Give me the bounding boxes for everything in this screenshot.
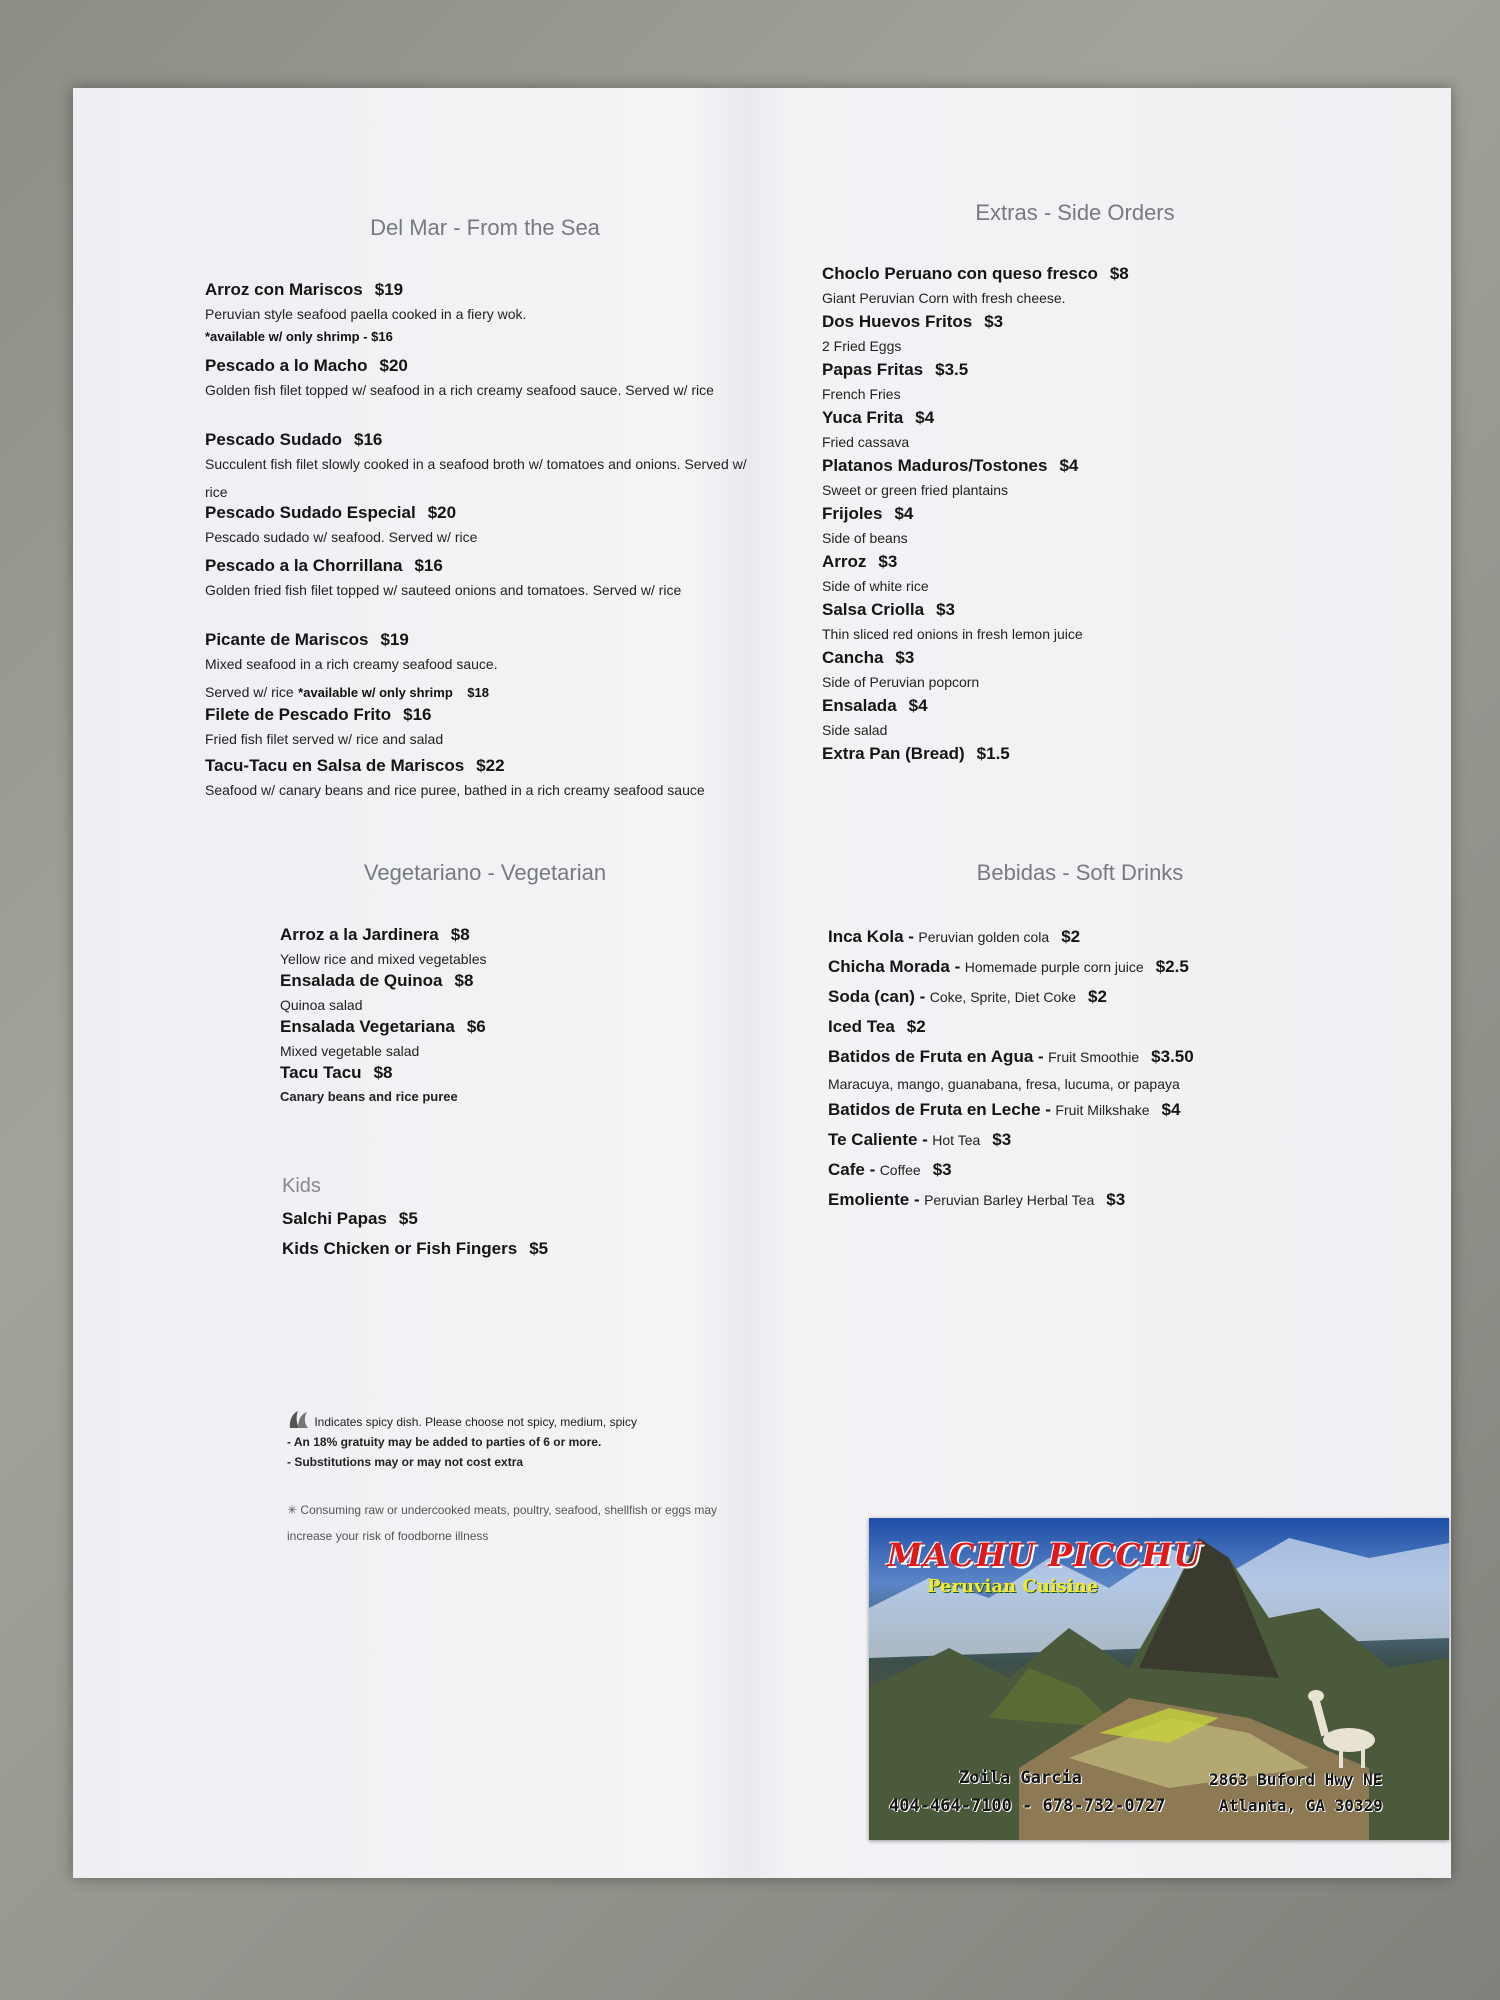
section-title: Vegetariano - Vegetarian (363, 860, 607, 885)
item-desc: Canary beans and rice puree (280, 1089, 458, 1104)
item-desc: Thin sliced red onions in fresh lemon juice (822, 626, 1083, 642)
drink-item (828, 1187, 1428, 1214)
gratuity-text: - An 18% gratuity may be added to parties of 6 or more. (287, 1435, 602, 1449)
item-price: $3 (936, 600, 955, 619)
item-desc: Quinoa salad (280, 997, 363, 1013)
item-desc: Peruvian style seafood paella cooked in a fiery wok. (205, 306, 527, 322)
del-mar-items-8 (205, 756, 765, 804)
menu-item (205, 556, 765, 604)
drink-price: $3 (932, 1160, 952, 1179)
substitutions-note (287, 1452, 847, 1472)
menu-item (280, 1063, 840, 1111)
item-desc: Giant Peruvian Corn with fresh cheese. (822, 290, 1066, 306)
item-name: Salchi Papas (282, 1209, 387, 1228)
item-name: Ensalada de Quinoa (280, 971, 443, 990)
item-name: Frijoles (822, 504, 883, 523)
drink-name: Batidos de Fruta en Agua - (828, 1047, 1044, 1066)
section-bebidas (855, 860, 1305, 886)
drink-desc: Fruit Smoothie (1048, 1049, 1140, 1065)
item-desc: Side of beans (822, 530, 908, 546)
drink-item (828, 984, 1428, 1011)
item-price: $16 (353, 430, 383, 449)
item-name: Platanos Maduros/Tostones (822, 456, 1048, 475)
drink-price: $3 (1106, 1190, 1126, 1209)
section-extras (850, 200, 1300, 226)
menu-item (282, 1206, 842, 1233)
card-owner: Zoila Garcia (959, 1768, 1082, 1788)
item-desc: Pescado sudado w/ seafood. Served w/ rice (205, 529, 478, 545)
section-title: Bebidas - Soft Drinks (976, 860, 1184, 885)
raw-warning-line-1: Consuming raw or undercooked meats, poultry, seafood, shellfish or eggs may (300, 1503, 718, 1517)
item-price: $19 (380, 630, 409, 649)
item-name: Arroz con Mariscos (205, 280, 363, 299)
item-desc: Seafood w/ canary beans and rice puree, bathed in a rich creamy seafood sauce (205, 782, 705, 798)
card-city: Atlanta, GA 30329 (1219, 1796, 1383, 1815)
item-price: $22 (476, 756, 505, 775)
menu-item (280, 925, 840, 973)
item-price: $4 (915, 408, 935, 427)
drink-desc: Fruit Milkshake (1055, 1102, 1150, 1118)
item-name: Arroz a la Jardinera (280, 925, 439, 944)
card-phones: 404-464-7100 - 678-732-0727 (889, 1796, 1166, 1816)
item-note-price: $18 (467, 685, 489, 700)
item-price: $16 (414, 556, 443, 575)
section-del-mar (205, 215, 765, 241)
item-price: $8 (454, 971, 474, 990)
item-name: Ensalada (822, 696, 897, 715)
item-desc: Fried cassava (822, 434, 910, 450)
item-name: Kids Chicken or Fish Fingers (282, 1239, 518, 1258)
extras-items (822, 264, 1342, 764)
spicy-note (287, 1408, 847, 1432)
item-desc: Sweet or green fried plantains (822, 482, 1008, 498)
drink-price: $2 (1061, 927, 1081, 946)
item-price: $3 (984, 312, 1004, 331)
drink-price: $4 (1161, 1100, 1181, 1119)
del-mar-items-6 (205, 630, 765, 706)
item-name: Pescado Sudado (205, 430, 342, 449)
item-name: Pescado Sudado Especial (205, 503, 416, 522)
item-price: $3.5 (935, 360, 969, 379)
item-desc: Fried fish filet served w/ rice and salad (205, 731, 444, 747)
drink-name: Batidos de Fruta en Leche - (828, 1100, 1051, 1119)
item-desc: 2 Fried Eggs (822, 338, 902, 354)
vegetariano-items (280, 925, 840, 1111)
menu-item (205, 756, 765, 804)
item-price: $4 (1059, 456, 1079, 475)
item-price: $16 (403, 705, 432, 724)
menu-item (822, 696, 1342, 744)
del-mar-items-4 (205, 503, 765, 551)
item-price: $6 (466, 1017, 486, 1036)
drink-name: Inca Kola - (828, 927, 914, 946)
drink-item (828, 954, 1428, 981)
item-desc: Side of white rice (822, 578, 929, 594)
item-name: Arroz (822, 552, 867, 571)
drink-desc: Peruvian Barley Herbal Tea (924, 1192, 1095, 1208)
item-desc: Golden fried fish filet topped w/ sauteed onions and tomatoes. Served w/ rice (205, 582, 682, 598)
menu-item (205, 356, 765, 404)
del-mar-items-3 (205, 430, 765, 506)
item-price: $20 (427, 503, 457, 522)
item-name: Filete de Pescado Frito (205, 705, 392, 724)
menu-item (822, 408, 1342, 456)
item-name: Yuca Frita (822, 408, 904, 427)
item-price: $3 (895, 648, 915, 667)
raw-food-warning (287, 1500, 847, 1520)
substitutions-text: - Substitutions may or may not cost extra (287, 1455, 524, 1469)
item-price: $3 (878, 552, 898, 571)
section-kids (282, 1175, 842, 1263)
item-name: Ensalada Vegetariana (280, 1017, 455, 1036)
item-desc: Succulent fish filet slowly cooked in a seafood broth w/ tomatoes and onions. Served w/ rice (205, 456, 747, 500)
item-name: Salsa Criolla (822, 600, 925, 619)
menu-item (205, 503, 765, 551)
raw-warning-line-2: increase your risk of foodborne illness (287, 1529, 489, 1543)
drink-name: Cafe - (828, 1160, 876, 1179)
drink-name: Te Caliente - (828, 1130, 928, 1149)
business-card (869, 1518, 1449, 1840)
drink-name: Emoliente - (828, 1190, 920, 1209)
drink-desc: Peruvian golden cola (918, 929, 1050, 945)
drink-item (828, 1097, 1428, 1124)
item-desc: Mixed seafood in a rich creamy seafood sauce. (205, 656, 498, 672)
item-name: Pescado a lo Macho (205, 356, 368, 375)
item-price: $5 (398, 1209, 418, 1228)
item-desc: French Fries (822, 386, 901, 402)
drink-desc: Hot Tea (932, 1132, 981, 1148)
menu-item (822, 552, 1342, 600)
drink-price: $3.50 (1151, 1047, 1194, 1066)
section-title: Del Mar - From the Sea (370, 215, 600, 240)
drink-desc: Homemade purple corn juice (964, 959, 1144, 975)
card-brand-logo: MACHU PICCHU (887, 1536, 1203, 1574)
item-name: Papas Fritas (822, 360, 924, 379)
item-price: $4 (894, 504, 914, 523)
asterisk-icon: ✳ (287, 1503, 298, 1517)
item-desc: Yellow rice and mixed vegetables (280, 951, 487, 967)
del-mar-items-7 (205, 705, 765, 753)
drink-price: $2 (906, 1017, 926, 1036)
item-price: $1.5 (976, 744, 1010, 763)
item-price: $4 (908, 696, 928, 715)
menu-item (822, 264, 1342, 312)
item-price: $8 (450, 925, 470, 944)
drink-item (828, 924, 1428, 951)
card-street: 2863 Buford Hwy NE (1209, 1770, 1383, 1789)
item-price: $20 (379, 356, 408, 375)
item-price: $8 (373, 1063, 393, 1082)
item-name: Dos Huevos Fritos (822, 312, 973, 331)
spicy-text: Indicates spicy dish. Please choose not spicy, medium, spicy (314, 1415, 637, 1429)
section-title: Extras - Side Orders (975, 200, 1175, 225)
bebidas-items (828, 924, 1428, 1214)
item-desc-2: Served w/ rice (205, 684, 294, 700)
menu-item (822, 744, 1342, 764)
drink-item (828, 1157, 1428, 1184)
drink-flavors: Maracuya, mango, guanabana, fresa, lucuma, or papaya (828, 1076, 1180, 1092)
item-name: Pescado a la Chorrillana (205, 556, 403, 575)
drink-desc: Coke, Sprite, Diet Coke (929, 989, 1077, 1005)
section-title: Kids (282, 1175, 321, 1197)
menu-item (280, 971, 840, 1019)
menu-item (205, 630, 765, 706)
drink-item (828, 1127, 1428, 1154)
drink-price: $3 (992, 1130, 1012, 1149)
drink-price: $2 (1088, 987, 1107, 1006)
item-name: Extra Pan (Bread) (822, 744, 965, 763)
drink-item (828, 1044, 1428, 1097)
gratuity-note (287, 1432, 847, 1452)
del-mar-items (205, 280, 765, 346)
drink-price: $2.5 (1155, 957, 1189, 976)
menu-item (822, 456, 1342, 504)
menu-item (822, 360, 1342, 408)
drink-item (828, 1014, 1428, 1041)
item-name: Choclo Peruano con queso fresco (822, 264, 1098, 283)
menu-item (822, 648, 1342, 696)
item-name: Tacu Tacu (280, 1063, 362, 1082)
section-vegetariano (205, 860, 765, 886)
item-note: *available w/ only shrimp (298, 685, 453, 700)
drink-name: Iced Tea (828, 1017, 895, 1036)
drink-name: Chicha Morada - (828, 957, 961, 976)
del-mar-items-5 (205, 556, 765, 604)
menu-item (822, 504, 1342, 552)
item-name: Tacu-Tacu en Salsa de Mariscos (205, 756, 465, 775)
footnotes (287, 1408, 847, 1546)
item-price: $8 (1109, 264, 1129, 283)
item-desc: Side salad (822, 722, 888, 738)
menu-item (822, 600, 1342, 648)
menu-item (205, 280, 765, 346)
item-price: $19 (374, 280, 404, 299)
item-name: Picante de Mariscos (205, 630, 369, 649)
menu-item (282, 1236, 842, 1263)
card-subtitle: Peruvian Cuisine (927, 1576, 1099, 1597)
chili-icon (287, 1408, 311, 1430)
item-price: $5 (529, 1239, 549, 1258)
item-name: Cancha (822, 648, 884, 667)
item-note: *available w/ only shrimp - $16 (205, 329, 393, 344)
item-desc: Mixed vegetable salad (280, 1043, 420, 1059)
menu-item (205, 430, 765, 506)
item-desc: Side of Peruvian popcorn (822, 674, 980, 690)
drink-name: Soda (can) - (828, 987, 926, 1006)
menu-item (822, 312, 1342, 360)
del-mar-items-2 (205, 356, 765, 404)
drink-desc: Coffee (879, 1162, 921, 1178)
menu-item (280, 1017, 840, 1065)
item-desc: Golden fish filet topped w/ seafood in a rich creamy seafood sauce. Served w/ rice (205, 382, 714, 398)
menu-item (205, 705, 765, 753)
